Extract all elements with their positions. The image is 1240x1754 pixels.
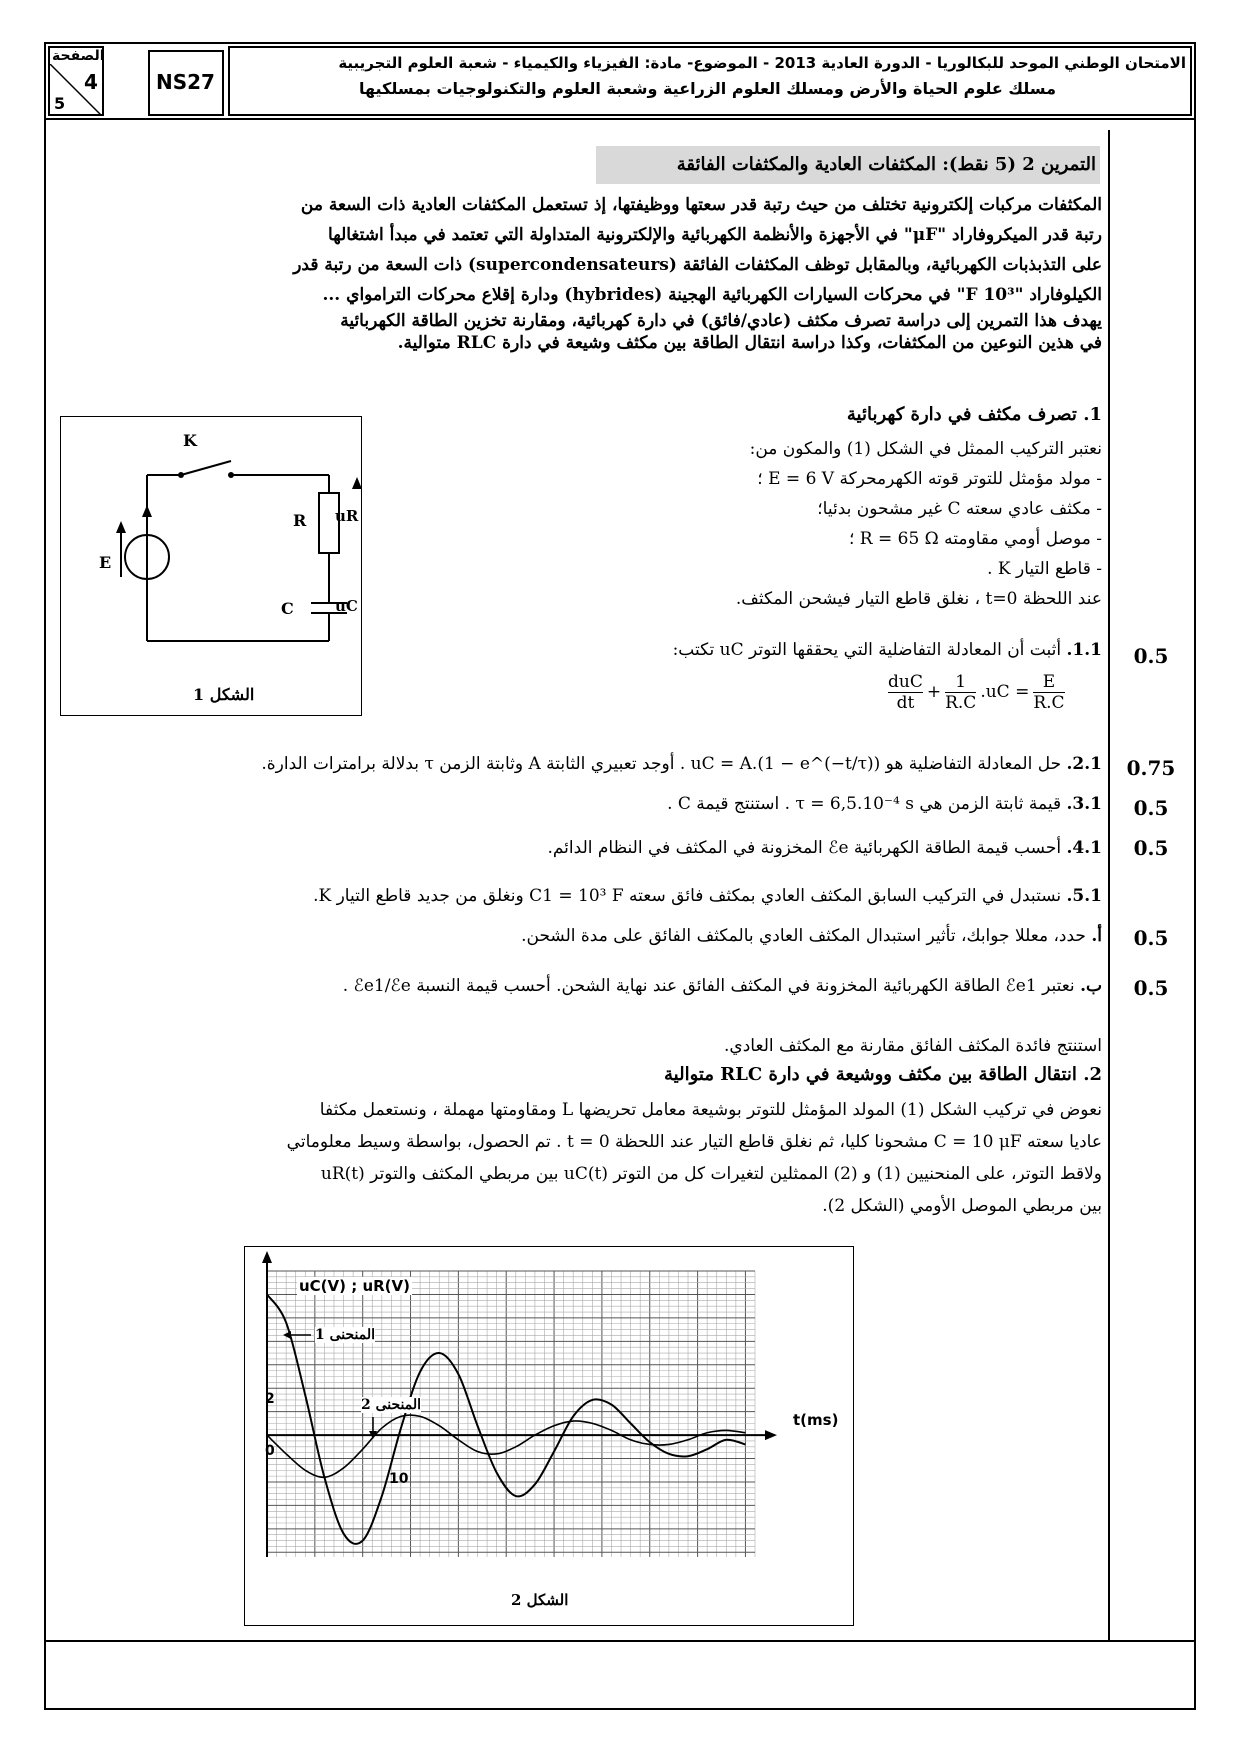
label-uC: uC [335, 597, 358, 615]
figure1-caption: الشكل 1 [193, 685, 255, 704]
curve1-label: المنحنى 1 [315, 1327, 376, 1343]
eq-rhs-den: R.C [1033, 693, 1065, 713]
intro-paragraph [54, 190, 1102, 354]
part1-line: - مكثف عادي سعته C غير مشحون بدئيا؛ [817, 499, 1102, 519]
part1-heading: 1. تصرف مكثف في دارة كهربائية [846, 404, 1102, 425]
x-axis-label: t(ms) [793, 1411, 839, 1429]
intro-line: رتبة قدر الميكروفاراد "μF" في الأجهزة والأنظمة الكهربائية والإلكترونية المتداولة التي تعتمد في مبدأ اشتغالها [328, 225, 1102, 245]
bottom-rule [44, 1640, 1196, 1642]
page-label: الصفحة [52, 48, 105, 64]
tick-label-y0: 0 [265, 1443, 275, 1459]
part2-line: بين مربطي الموصل الأومي (الشكل 2). [822, 1196, 1102, 1216]
circuit-side-arrows [360, 520, 400, 620]
rlc-chart [245, 1247, 853, 1625]
label-R: R [293, 511, 307, 530]
tick-label-y2: 2 [265, 1391, 275, 1407]
score-4-1: 0.5 [1133, 836, 1169, 860]
question-text: أحسب قيمة الطاقة الكهربائية ℰe المخزونة في المكثف في النظام الدائم. [547, 838, 1062, 858]
part1-list [560, 434, 1102, 614]
figure1-box [60, 416, 362, 716]
eq-rhs-num: E [1042, 672, 1056, 692]
question-number: 1.1. [1066, 640, 1102, 660]
intro-line: المكثفات مركبات إلكترونية تختلف من حيث رتبة قدر سعتها ووظيفتها، إذ تستعمل المكثفات العادية ذات السعة من [300, 195, 1102, 215]
score-2-1: 0.75 [1126, 756, 1176, 780]
eq-lhs-den: dt [888, 692, 923, 713]
question-number: 5.1. [1066, 886, 1102, 906]
eq-plus: + [926, 682, 942, 702]
score-column-divider [1108, 130, 1110, 1640]
question-5-1-b [54, 976, 1102, 996]
label-E: E [99, 553, 112, 572]
eq-mid-num: 1 [955, 672, 967, 692]
question-text: حل المعادلة التفاضلية هو uC = A.(1 − e^(−t/τ)) . أوجد تعبيري الثابتة A وثابتة الزمن τ بدلالة برامترات الدارة. [261, 754, 1062, 774]
part2-line: عاديا سعته C = 10 μF مشحونا كليا، ثم نغلق قاطع التيار عند اللحظة t = 0 . تم الحصول، بواسطة وسيط معلوماتي [286, 1132, 1102, 1152]
eq-lhs-num: duC [888, 672, 923, 692]
label-C: C [281, 599, 294, 618]
differential-equation [884, 672, 1069, 713]
part2-paragraph [54, 1094, 1102, 1222]
score-5-1-b: 0.5 [1133, 976, 1169, 1000]
intro-line: يهدف هذا التمرين إلى دراسة تصرف مكثف (عادي/فائق) في دارة كهربائية، ومقارنة تخزين الطاقة الكهربائية [340, 311, 1102, 331]
eq-mid-tail: .uC = [980, 682, 1030, 702]
question-number: أ. [1091, 926, 1102, 946]
score-1-1: 0.5 [1133, 644, 1169, 668]
part1-line: - قاطع التيار K . [987, 559, 1102, 579]
score-3-1: 0.5 [1133, 796, 1169, 820]
part2-heading: 2. انتقال الطاقة بين مكثف ووشيعة في دارة RLC متوالية [664, 1064, 1102, 1085]
curve2-label: المنحنى 2 [361, 1397, 422, 1413]
question-4-1 [54, 838, 1102, 858]
question-text: أثبت أن المعادلة التفاضلية التي يحققها التوتر uC تكتب: [672, 640, 1062, 660]
code-box [148, 50, 224, 116]
score-5-1-a: 0.5 [1133, 926, 1169, 950]
curve1-pointer-head [283, 1331, 291, 1339]
figure2-caption: الشكل 2 [511, 1591, 569, 1609]
question-text: نستبدل في التركيب السابق المكثف العادي بمكثف فائق سعته C1 = 10³ F ونغلق من جديد قاطع التيار K. [313, 886, 1062, 906]
eq-mid-den: R.C [945, 693, 977, 713]
part1-line: - موصل أومي مقاومته R = 65 Ω ؛ [848, 529, 1102, 549]
chart-title: uC(V) ; uR(V) [299, 1277, 410, 1295]
page-number-box [48, 46, 104, 116]
question-text: نعتبر ℰe1 الطاقة الكهربائية المخزونة في المكثف الفائق عند نهاية الشحن. أحسب قيمة النسبة ℰe1/ℰe . [342, 976, 1075, 996]
question-5-1-a [54, 926, 1102, 946]
part1-line: عند اللحظة t=0 ، نغلق قاطع التيار فيشحن المكثف. [735, 589, 1102, 609]
conclusion-line: استنتج فائدة المكثف الفائق مقارنة مع المكثف العادي. [724, 1036, 1102, 1056]
intro-line: على التذبذبات الكهربائية، وبالمقابل توظف المكثفات الفائقة (supercondensateurs) ذات السعة من رتبة قدر [293, 255, 1102, 275]
part1-line: نعتبر التركيب الممثل في الشكل (1) والمكون من: [749, 439, 1102, 459]
exercise-title: التمرين 2 (5 نقط): المكثفات العادية والمكثفات الفائقة [596, 146, 1100, 184]
page-number: 4 [84, 70, 98, 94]
question-1-1 [460, 640, 1102, 660]
question-number: 4.1. [1066, 838, 1102, 858]
part1-line: - مولد مؤمثل للتوتر قوته الكهرمحركة E = 6 V ؛ [757, 469, 1102, 489]
header-line1: الامتحان الوطني الموحد للبكالوريا - الدورة العادية 2013 - الموضوع- مادة: الفيزياء والكيمياء - شعبة العلوم التجريبية [338, 54, 1186, 72]
label-uR: uR [335, 507, 359, 525]
question-5-1 [54, 886, 1102, 906]
question-number: ب. [1080, 976, 1102, 996]
page-total: 5 [54, 94, 66, 113]
label-K: K [183, 431, 197, 450]
question-2-1 [54, 754, 1102, 774]
intro-line: الكيلوفاراد "10³ F" في محركات السيارات الكهربائية الهجينة (hybrides) ودارة إقلاع محركات الترامواي ... [322, 285, 1102, 305]
part2-line: ولاقط التوتر، على المنحنيين (1) و (2) الممثلين لتغيرات كل من التوتر uC(t) بين مربطي المكثف والتوتر uR(t) [320, 1164, 1102, 1184]
question-text: حدد، معللا جوابك، تأثير استبدال المكثف العادي بالمكثف الفائق على مدة الشحن. [521, 926, 1086, 946]
question-text: قيمة ثابتة الزمن هي τ = 6,5.10⁻⁴ s . استنتج قيمة C . [667, 794, 1062, 814]
header-line2: مسلك علوم الحياة والأرض ومسلك العلوم الزراعية وشعبة العلوم والتكنولوجيات بمسلكيها [358, 79, 1056, 98]
x-axis-arrow [765, 1430, 777, 1440]
intro-line: في هذين النوعين من المكثفات، وكذا دراسة انتقال الطاقة بين مكثف وشيعة في دارة RLC متوالية. [397, 333, 1102, 353]
part2-line: نعوض في تركيب الشكل (1) المولد المؤمثل للتوتر بوشيعة معامل تحريضها L ومقاومتها مهملة ، ونستعمل مكثفا [319, 1100, 1102, 1120]
question-number: 3.1. [1066, 794, 1102, 814]
question-number: 2.1. [1066, 754, 1102, 774]
question-3-1 [54, 794, 1102, 814]
figure2-box [244, 1246, 854, 1626]
tick-label-x10: 10 [389, 1471, 409, 1487]
exam-code: NS27 [156, 70, 215, 94]
y-axis-arrow [262, 1251, 272, 1263]
